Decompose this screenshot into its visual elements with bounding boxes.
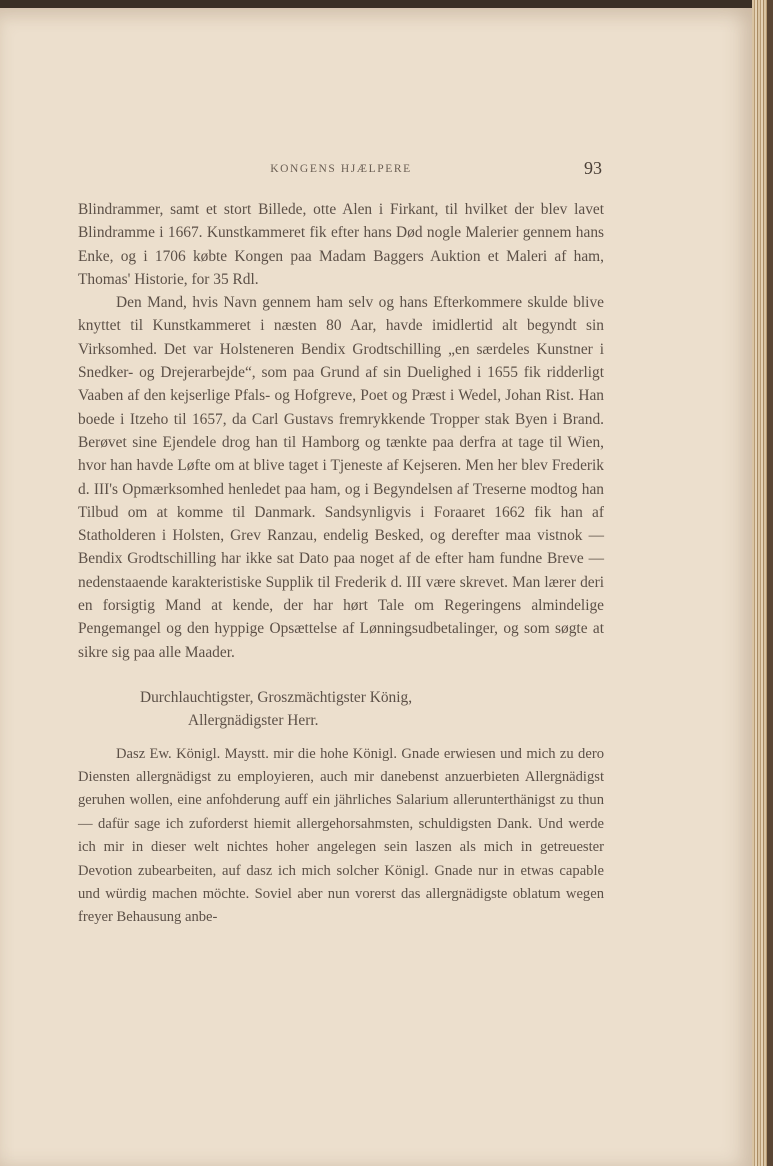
page-number: 93	[584, 158, 602, 178]
salutation-line: Durchlauchtigster, Groszmächtigster König,	[140, 688, 413, 706]
running-head: KONGENS HJÆLPERE	[270, 163, 412, 175]
page-body	[78, 198, 604, 930]
paragraph: Den Mand, hvis Navn gennem ham selv og hans Efterkommere skulde blive knyttet til Kunstkammeret i næsten 80 Aar, havde imidlertid alt begyndt sin Virksomhed. Det var Holsteneren Bendix Grodtschilling „en særdeles Kunstner i Snedker- og Drejerarbejde“, som paa Grund af sin Duelighed i 1655 fik ridderligt Vaaben af den kejserlige Pfals- og Hofgreve, Poet og Præst i Wedel, Johan Rist. Han boede i Itzeho til 1657, da Carl Gustavs fremrykkende Tropper stak Byen i Brand. Berøvet sine Ejendele drog han til Hamborg og tænkte paa derfra at tage til Wien, hvor han havde Løfte om at blive taget i Tjeneste af Kejseren. Men her blev Frederik d. III's Opmærksomhed henledet paa ham, og i Begyndelsen af Treserne modtog han Tilbud om at komme til Danmark. Sandsynligvis i Foraaret 1662 fik han af Statholderen i Holsten, Grev Ranzau, endelig Besked, og derefter maa vistnok — Bendix Grodtschilling har ikke sat Dato paa noget af de efter ham fundne Breve — nedenstaaende karakteristiske Supplik til Frederik d. III være skrevet. Man lærer deri en forsigtig Mand at kende, der har hørt Tale om Regeringens almindelige Pengemangel og den hyppige Opsættelse af Lønningsudbetalinger, og som søgte at sikre sig paa alle Maader.	[78, 294, 604, 661]
letter-paragraph: Dasz Ew. Königl. Maystt. mir die hohe Königl. Gnade erwiesen und mich zu dero Diensten allergnädigst zu employieren, auch mir danebenst anzuerbieten Allergnädigst geruhen wollen, eine anfohderung auff ein jährliches Salarium allerunterthänigst zu thun — dafür sage ich zuforderst hiemit allergehorsahmsten, schuldigsten Dank. Und werde ich mir in dieser welt nichtes hoher angelegen sein laszen als mich in getreuester Devotion zubearbeiten, auf dasz ich mich solcher Königl. Gnade nur in etwas capable und würdig machen möchte. Soviel aber nun vorerst das allergnädigste oblatum wegen freyer Behausung anbe-	[78, 745, 604, 926]
paragraph: Blindrammer, samt et stort Billede, otte Alen i Firkant, til hvilket der blev lavet Blindramme i 1667. Kunstkammeret fik efter hans Død nogle Malerier gennem hans Enke, og i 1706 købte Kongen paa Madam Baggers Auktion et Maleri af ham, Thomas' Historie, for 35 Rdl.	[78, 201, 604, 288]
salutation-line: Allergnädigster Herr.	[188, 712, 319, 730]
book-page	[0, 8, 752, 1166]
page-header	[78, 158, 604, 182]
letter-salutation	[78, 686, 604, 733]
book-spine-edge	[767, 0, 773, 1166]
letter-body	[78, 743, 604, 930]
